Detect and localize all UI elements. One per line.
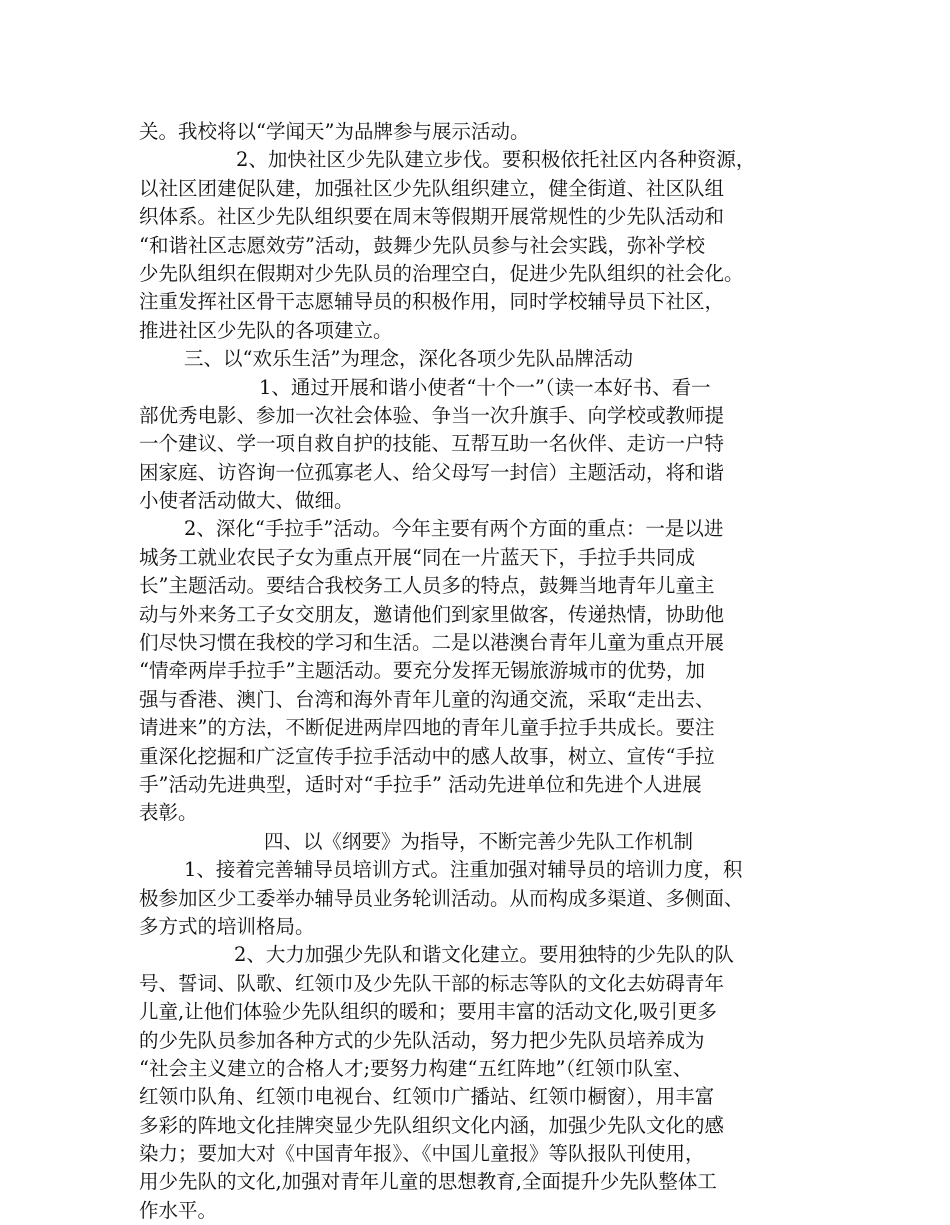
text-line: 动与外来务工子女交朋友，邀请他们到家里做客，传递热情，协助他 <box>139 602 725 626</box>
text-line: 1、接着完善辅导员培训方式。注重加强对辅导员的培训力度，积 <box>184 858 743 882</box>
text-line: 少先队组织在假期对少先队员的治理空白，促进少先队组织的社会化。 <box>139 261 744 285</box>
text-line: “和谐社区志愿效劳”活动，鼓舞少先队员参与社会实践，弥补学校 <box>139 233 705 257</box>
text-line: 多彩的阵地文化挂牌突显少先队组织文化内涵，加强少先队文化的感 <box>139 1113 725 1137</box>
text-line: 小使者活动做大、做细。 <box>139 489 354 513</box>
text-line: “社会主义建立的合格人才;要努力构建“五红阵地”（红领巾队室、 <box>139 1056 693 1080</box>
text-line: 关。我校将以“学闻天”为品牌参与展示活动。 <box>139 120 530 143</box>
text-line: “情牵两岸手拉手”主题活动。要充分发挥无锡旅游城市的优势，加 <box>139 659 705 683</box>
text-line: 重深化挖掘和广泛宣传手拉手活动中的感人故事，树立、宣传“手拉 <box>139 744 715 768</box>
text-line: 以社区团建促队建，加强社区少先队组织建立，健全街道、社区队组 <box>139 176 725 200</box>
text-line: 的少先队员参加各种方式的少先队活动，努力把少先队员培养成为 <box>139 1028 705 1052</box>
section-heading: 三、以“欢乐生活”为理念，深化各项少先队品牌活动 <box>184 347 633 371</box>
text-line: 号、誓词、队歌、红领巾及少先队干部的标志等队的文化去妨碍青年 <box>139 971 725 995</box>
text-line: 多方式的培训格局。 <box>139 914 315 938</box>
text-line: 用少先队的文化,加强对青年儿童的思想教育,全面提升少先队整体工 <box>139 1170 717 1194</box>
text-line: 推进社区少先队的各项建立。 <box>139 318 393 342</box>
document-body <box>139 118 839 1225</box>
text-line: 们尽快习惯在我校的学习和生活。二是以港澳台青年儿童为重点开展 <box>139 631 725 655</box>
text-line: 染力；要加大对《中国青年报》、《中国儿童报》等队报队刊使用， <box>139 1142 705 1166</box>
section-heading: 四、以《纲要》为指导，不断完善少先队工作机制 <box>264 829 694 853</box>
text-line: 2、加快社区少先队建立步伐。要积极依托社区内各种资源， <box>236 148 756 172</box>
text-line: 城务工就业农民子女为重点开展“同在一片蓝天下，手拉手共同成 <box>139 545 695 569</box>
text-line: 困家庭、访咨询一位孤寡老人、给父母写一封信）主题活动，将和谐 <box>139 460 725 484</box>
text-line: 2、大力加强少先队和谐文化建立。要用独特的少先队的队 <box>234 943 734 967</box>
text-line: 表彰。 <box>139 801 198 825</box>
text-line: 强与香港、澳门、台湾和海外青年儿童的沟通交流，采取“走出去、 <box>139 687 715 711</box>
text-line: 一个建议、学一项自救自护的技能、互帮互助一名伙伴、走访一户特 <box>139 432 725 456</box>
text-line: 儿童,让他们体验少先队组织的暖和；要用丰富的活动文化,吸引更多 <box>139 1000 717 1024</box>
text-line: 织体系。社区少先队组织要在周末等假期开展常规性的少先队活动和 <box>139 205 725 229</box>
text-line: 注重发挥社区骨干志愿辅导员的积极作用，同时学校辅导员下社区， <box>139 290 725 314</box>
text-line: 作水平。 <box>139 1198 218 1222</box>
text-line: 1、通过开展和谐小使者“十个一”（读一本好书、看一 <box>259 375 711 399</box>
text-line: 长”主题活动。要结合我校务工人员多的特点，鼓舞当地青年儿童主 <box>139 574 715 598</box>
text-line: 2、深化“手拉手”活动。今年主要有两个方面的重点：一是以进 <box>184 517 724 541</box>
text-line: 手”活动先进典型，适时对“手拉手” 活动先进单位和先进个人进展 <box>139 772 702 796</box>
text-line: 请进来”的方法，不断促进两岸四地的青年儿童手拉手共成长。要注 <box>139 716 715 740</box>
text-line: 极参加区少工委举办辅导员业务轮训活动。从而构成多渠道、多侧面、 <box>139 886 744 910</box>
text-line: 红领巾队角、红领巾电视台、红领巾广播站、红领巾橱窗），用丰富 <box>139 1085 715 1109</box>
text-line: 部优秀电影、参加一次社会体验、争当一次升旗手、向学校或教师提 <box>139 403 725 427</box>
